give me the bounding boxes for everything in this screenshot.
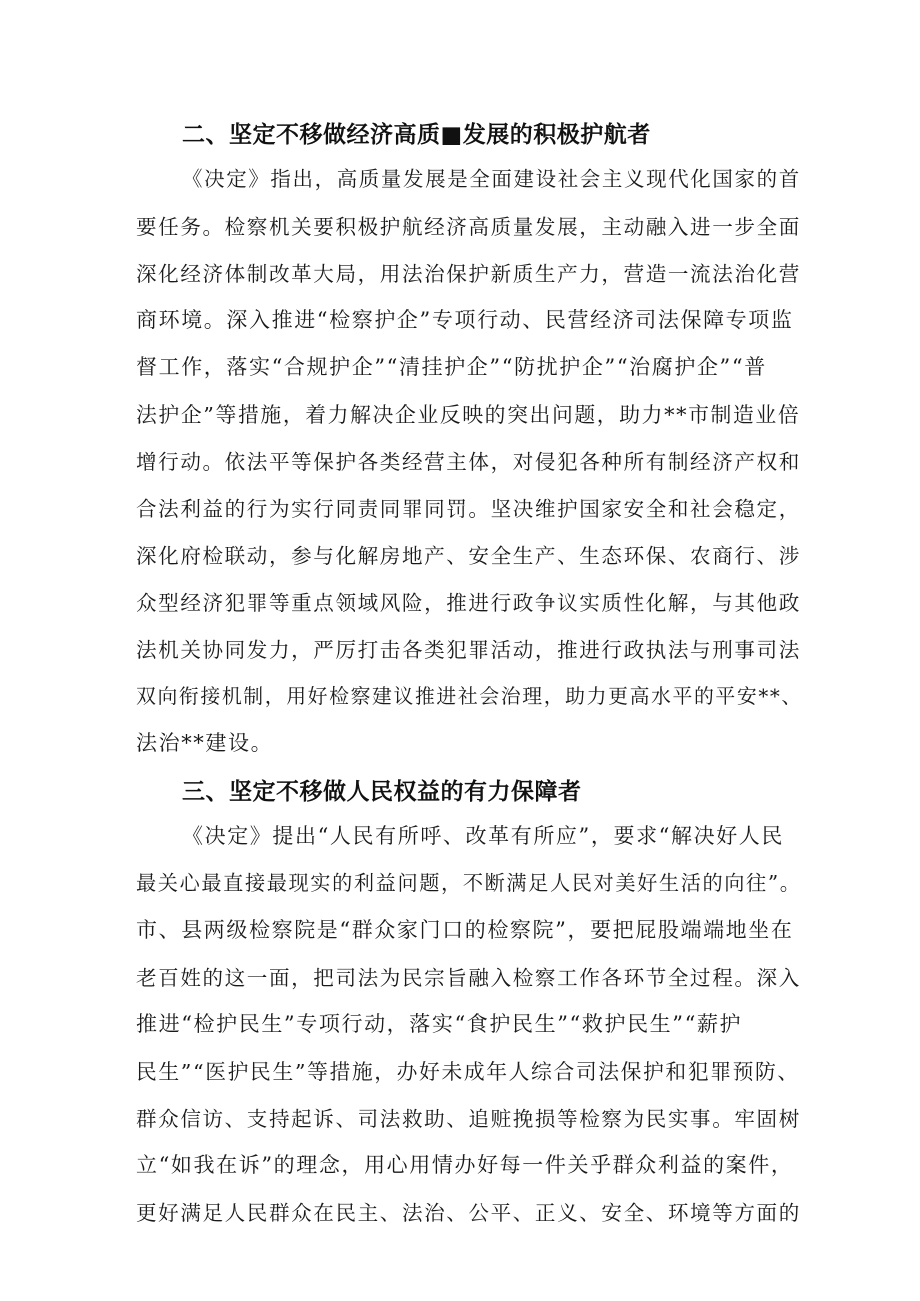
section-2-line: 法护企”等措施，着力解决企业反映的突出问题，助力**市制造业倍 xyxy=(136,403,801,427)
section-2-line: 要任务。检察机关要积极护航经济高质量发展，主动融入进一步全面 xyxy=(136,215,801,239)
section-3-line: 《决定》提出“人民有所呼、改革有所应”，要求“解决好人民 xyxy=(182,824,785,848)
section-2-line: 法机关协同发力，严厉打击各类犯罪活动，推进行政执法与刑事司法 xyxy=(136,638,801,662)
section-2-line: 双向衔接机制，用好检察建议推进社会治理，助力更高水平的平安**、 xyxy=(136,685,803,708)
section-3-line: 最关心最直接最现实的利益问题，不断满足人民对美好生活的向往”。 xyxy=(136,871,802,895)
section-2-line: 众型经济犯罪等重点领域风险，推进行政争议实质性化解，与其他政 xyxy=(136,591,801,615)
section-3-heading: 三、坚定不移做人民权益的有力保障者 xyxy=(182,779,582,805)
section-3-line: 老百姓的这一面，把司法为民宗旨融入检察工作各环节全过程。深入 xyxy=(136,966,801,990)
section-3-line: 立“如我在诉”的理念，用心用情办好每一件关乎群众利益的案件， xyxy=(136,1153,794,1177)
section-2-line: 深化府检联动，参与化解房地产、安全生产、生态环保、农商行、涉 xyxy=(136,544,801,568)
section-2-line: 商环境。深入推进“检察护企”专项行动、民营经济司法保障专项监 xyxy=(136,308,794,332)
section-3-line: 民生”“医护民生”等措施，办好未成年人综合司法保护和犯罪预防、 xyxy=(136,1060,800,1084)
section-2-line: 法治**建设。 xyxy=(136,731,274,755)
section-3-line: 群众信访、支持起诉、司法救助、追赃挽损等检察为民实事。牢固树 xyxy=(136,1107,801,1131)
section-2-line: 深化经济体制改革大局，用法治保护新质生产力，营造一流法治化营 xyxy=(136,262,801,286)
section-2-line: 督工作，落实“合规护企”“清挂护企”“防扰护企”“治腐护企”“普 xyxy=(136,355,767,379)
section-3-line: 更好满足人民群众在民主、法治、公平、正义、安全、环境等方面的 xyxy=(136,1201,801,1225)
section-2-line: 增行动。依法平等保护各类经营主体，对侵犯各种所有制经济产权和 xyxy=(136,450,801,474)
section-2-heading: 二、坚定不移做经济高质■发展的积极护航者 xyxy=(182,122,651,148)
section-2-line: 《决定》指出，高质量发展是全面建设社会主义现代化国家的首 xyxy=(182,167,801,191)
section-3-line: 推进“检护民生”专项行动，落实“食护民生”“救护民生”“薪护 xyxy=(136,1012,743,1036)
section-2-line: 合法利益的行为实行同责同罪同罚。坚决维护国家安全和社会稳定， xyxy=(136,497,801,521)
section-3-line: 市、县两级检察院是“群众家门口的检察院”，要把屁股端端地坐在 xyxy=(136,918,794,942)
